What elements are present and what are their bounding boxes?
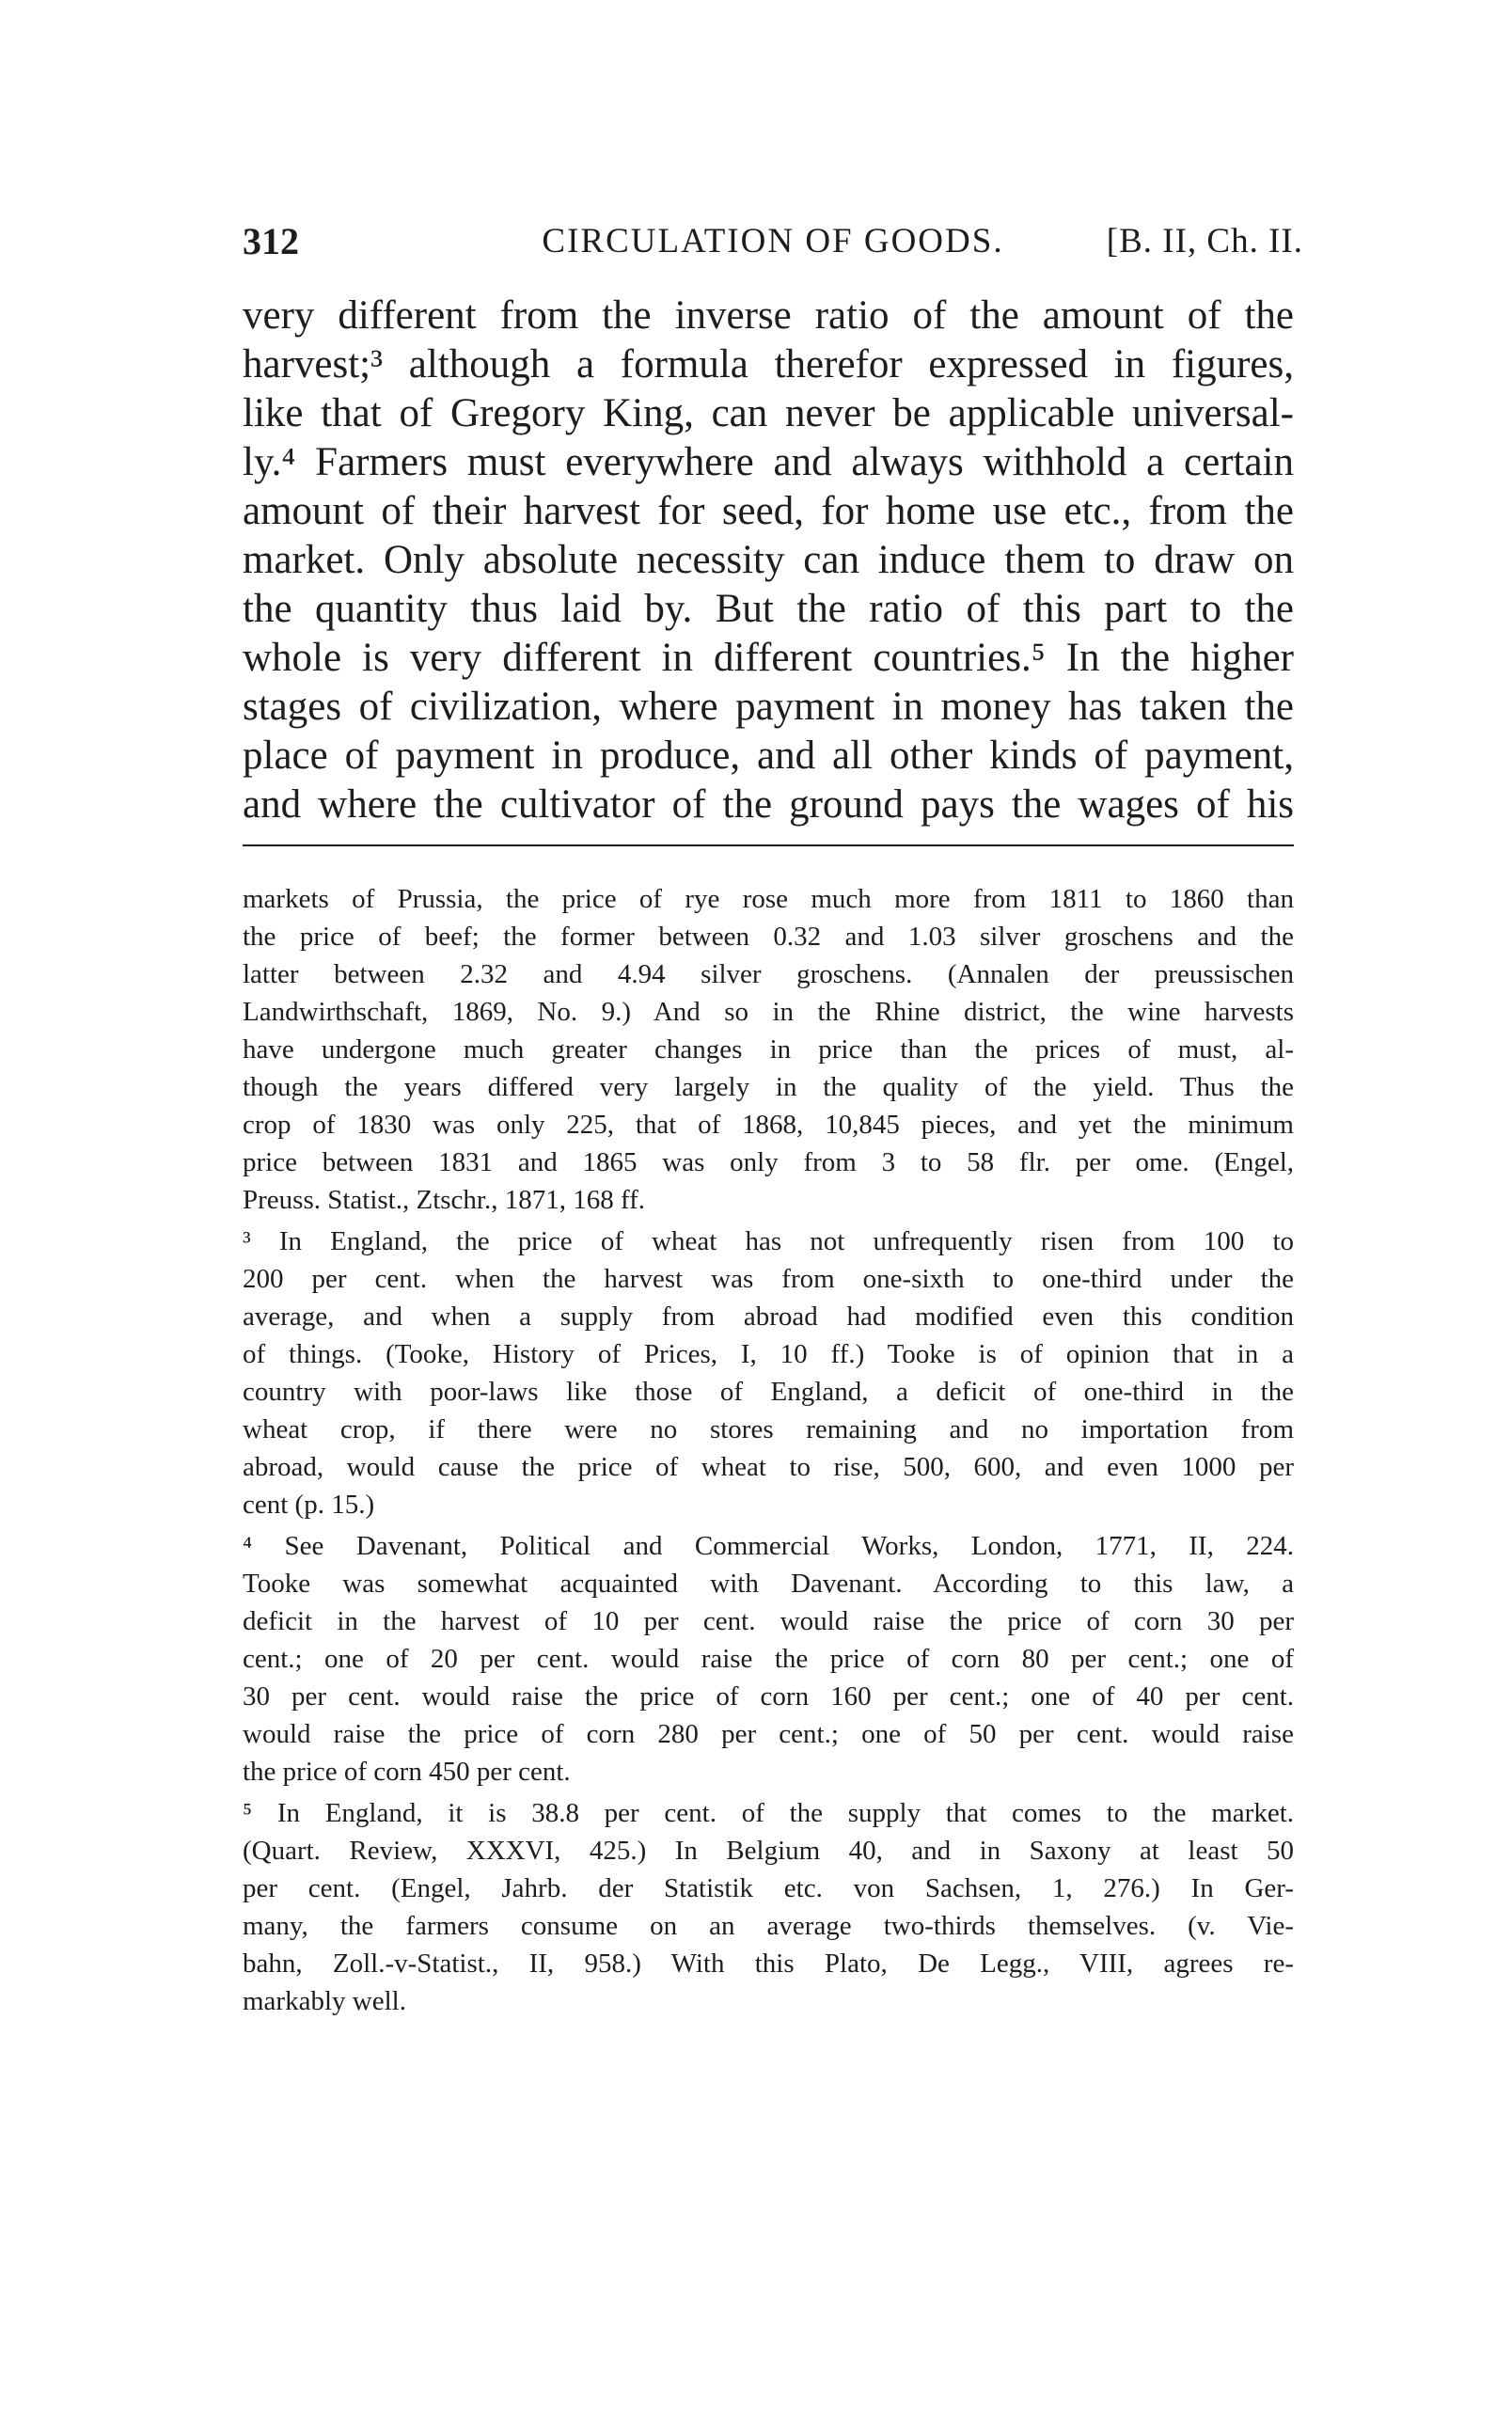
footnote-5-line: markably well. <box>243 1986 406 2016</box>
body-line: place of payment in produce, and all other kinds of payment, <box>243 734 1294 778</box>
footnote-4-line: would raise the price of corn 280 per cent.; one of 50 per cent. would raise <box>243 1719 1294 1749</box>
footnote-5-line: many, the farmers consume on an average two-thirds themselves. (v. Vie- <box>243 1911 1294 1941</box>
footnote-5-line: bahn, Zoll.-v-Statist., II, 958.) With this Plato, De Legg., VIII, agrees re- <box>243 1949 1294 1979</box>
footnote-line: Landwirthschaft, 1869, No. 9.) And so in the Rhine district, the wine harvests <box>243 997 1294 1027</box>
footnote-line: crop of 1830 was only 225, that of 1868, 10,845 pieces, and yet the minimum <box>243 1110 1294 1140</box>
running-header <box>243 218 1303 265</box>
footnote-4-line: Tooke was somewhat acquainted with Davenant. According to this law, a <box>243 1569 1294 1599</box>
body-line: like that of Gregory King, can never be applicable universal- <box>243 391 1294 435</box>
body-line: and where the cultivator of the ground pays the wages of his <box>243 782 1294 827</box>
footnote-4-line: cent.; one of 20 per cent. would raise the price of corn 80 per cent.; one of <box>243 1644 1294 1674</box>
page-number: 312 <box>243 220 299 262</box>
body-line: harvest;³ although a formula therefor expressed in figures, <box>243 342 1294 387</box>
body-line: amount of their harvest for seed, for home use etc., from the <box>243 489 1294 533</box>
footnote-5-line: (Quart. Review, XXXVI, 425.) In Belgium 40, and in Saxony at least 50 <box>243 1836 1294 1866</box>
footnote-line: have undergone much greater changes in price than the prices of must, al- <box>243 1034 1294 1065</box>
body-line: the quantity thus laid by. But the ratio of this part to the <box>243 587 1294 631</box>
footnote-line: latter between 2.32 and 4.94 silver groschens. (Annalen der preussischen <box>243 959 1294 989</box>
footnote-divider <box>243 844 1294 846</box>
footnote-3-line: abroad, would cause the price of wheat to rise, 500, 600, and even 1000 per <box>243 1452 1294 1482</box>
body-line: very different from the inverse ratio of the amount of the <box>243 293 1294 338</box>
body-line: ly.⁴ Farmers must everywhere and always withhold a certain <box>243 440 1294 484</box>
footnote-3-line: average, and when a supply from abroad had modified even this condition <box>243 1302 1294 1332</box>
footnote-4-line: deficit in the harvest of 10 per cent. would raise the price of corn 30 per <box>243 1606 1294 1636</box>
body-line: stages of civilization, where payment in money has taken the <box>243 685 1294 729</box>
footnote-3-line: wheat crop, if there were no stores remaining and no importation from <box>243 1414 1294 1444</box>
footnote-3-line: 200 per cent. when the harvest was from one-sixth to one-third under the <box>243 1264 1294 1294</box>
footnote-5-line: ⁵ In England, it is 38.8 per cent. of the supply that comes to the market. <box>243 1798 1294 1828</box>
body-line: market. Only absolute necessity can induce them to draw on <box>243 538 1294 582</box>
footnote-line: markets of Prussia, the price of rye rose much more from 1811 to 1860 than <box>243 884 1294 914</box>
footnote-3-line: of things. (Tooke, History of Prices, I, 10 ff.) Tooke is of opinion that in a <box>243 1339 1294 1369</box>
footnote-line: though the years differed very largely in the quality of the yield. Thus the <box>243 1072 1294 1102</box>
body-line: whole is very different in different countries.⁵ In the higher <box>243 636 1294 680</box>
footnote-3-line: country with poor-laws like those of England, a deficit of one-third in the <box>243 1377 1294 1407</box>
footnote-3-line: ³ In England, the price of wheat has not unfrequently risen from 100 to <box>243 1226 1294 1256</box>
footnote-5-line: per cent. (Engel, Jahrb. der Statistik etc. von Sachsen, 1, 276.) In Ger- <box>243 1873 1294 1903</box>
footnote-4-line: ⁴ See Davenant, Political and Commercial Works, London, 1771, II, 224. <box>243 1531 1294 1561</box>
footnote-3-line: cent (p. 15.) <box>243 1490 375 1520</box>
footnote-line: price between 1831 and 1865 was only from 3 to 58 flr. per ome. (Engel, <box>243 1147 1294 1177</box>
running-title: CIRCULATION OF GOODS. <box>542 222 1004 260</box>
footnote-line: the price of beef; the former between 0.32 and 1.03 silver groschens and the <box>243 922 1294 952</box>
section-label: [B. II, Ch. II. <box>1106 222 1303 260</box>
footnote-line: Preuss. Statist., Ztschr., 1871, 168 ff. <box>243 1185 646 1215</box>
footnote-4-line: the price of corn 450 per cent. <box>243 1757 571 1787</box>
footnote-4-line: 30 per cent. would raise the price of corn 160 per cent.; one of 40 per cent. <box>243 1681 1294 1712</box>
